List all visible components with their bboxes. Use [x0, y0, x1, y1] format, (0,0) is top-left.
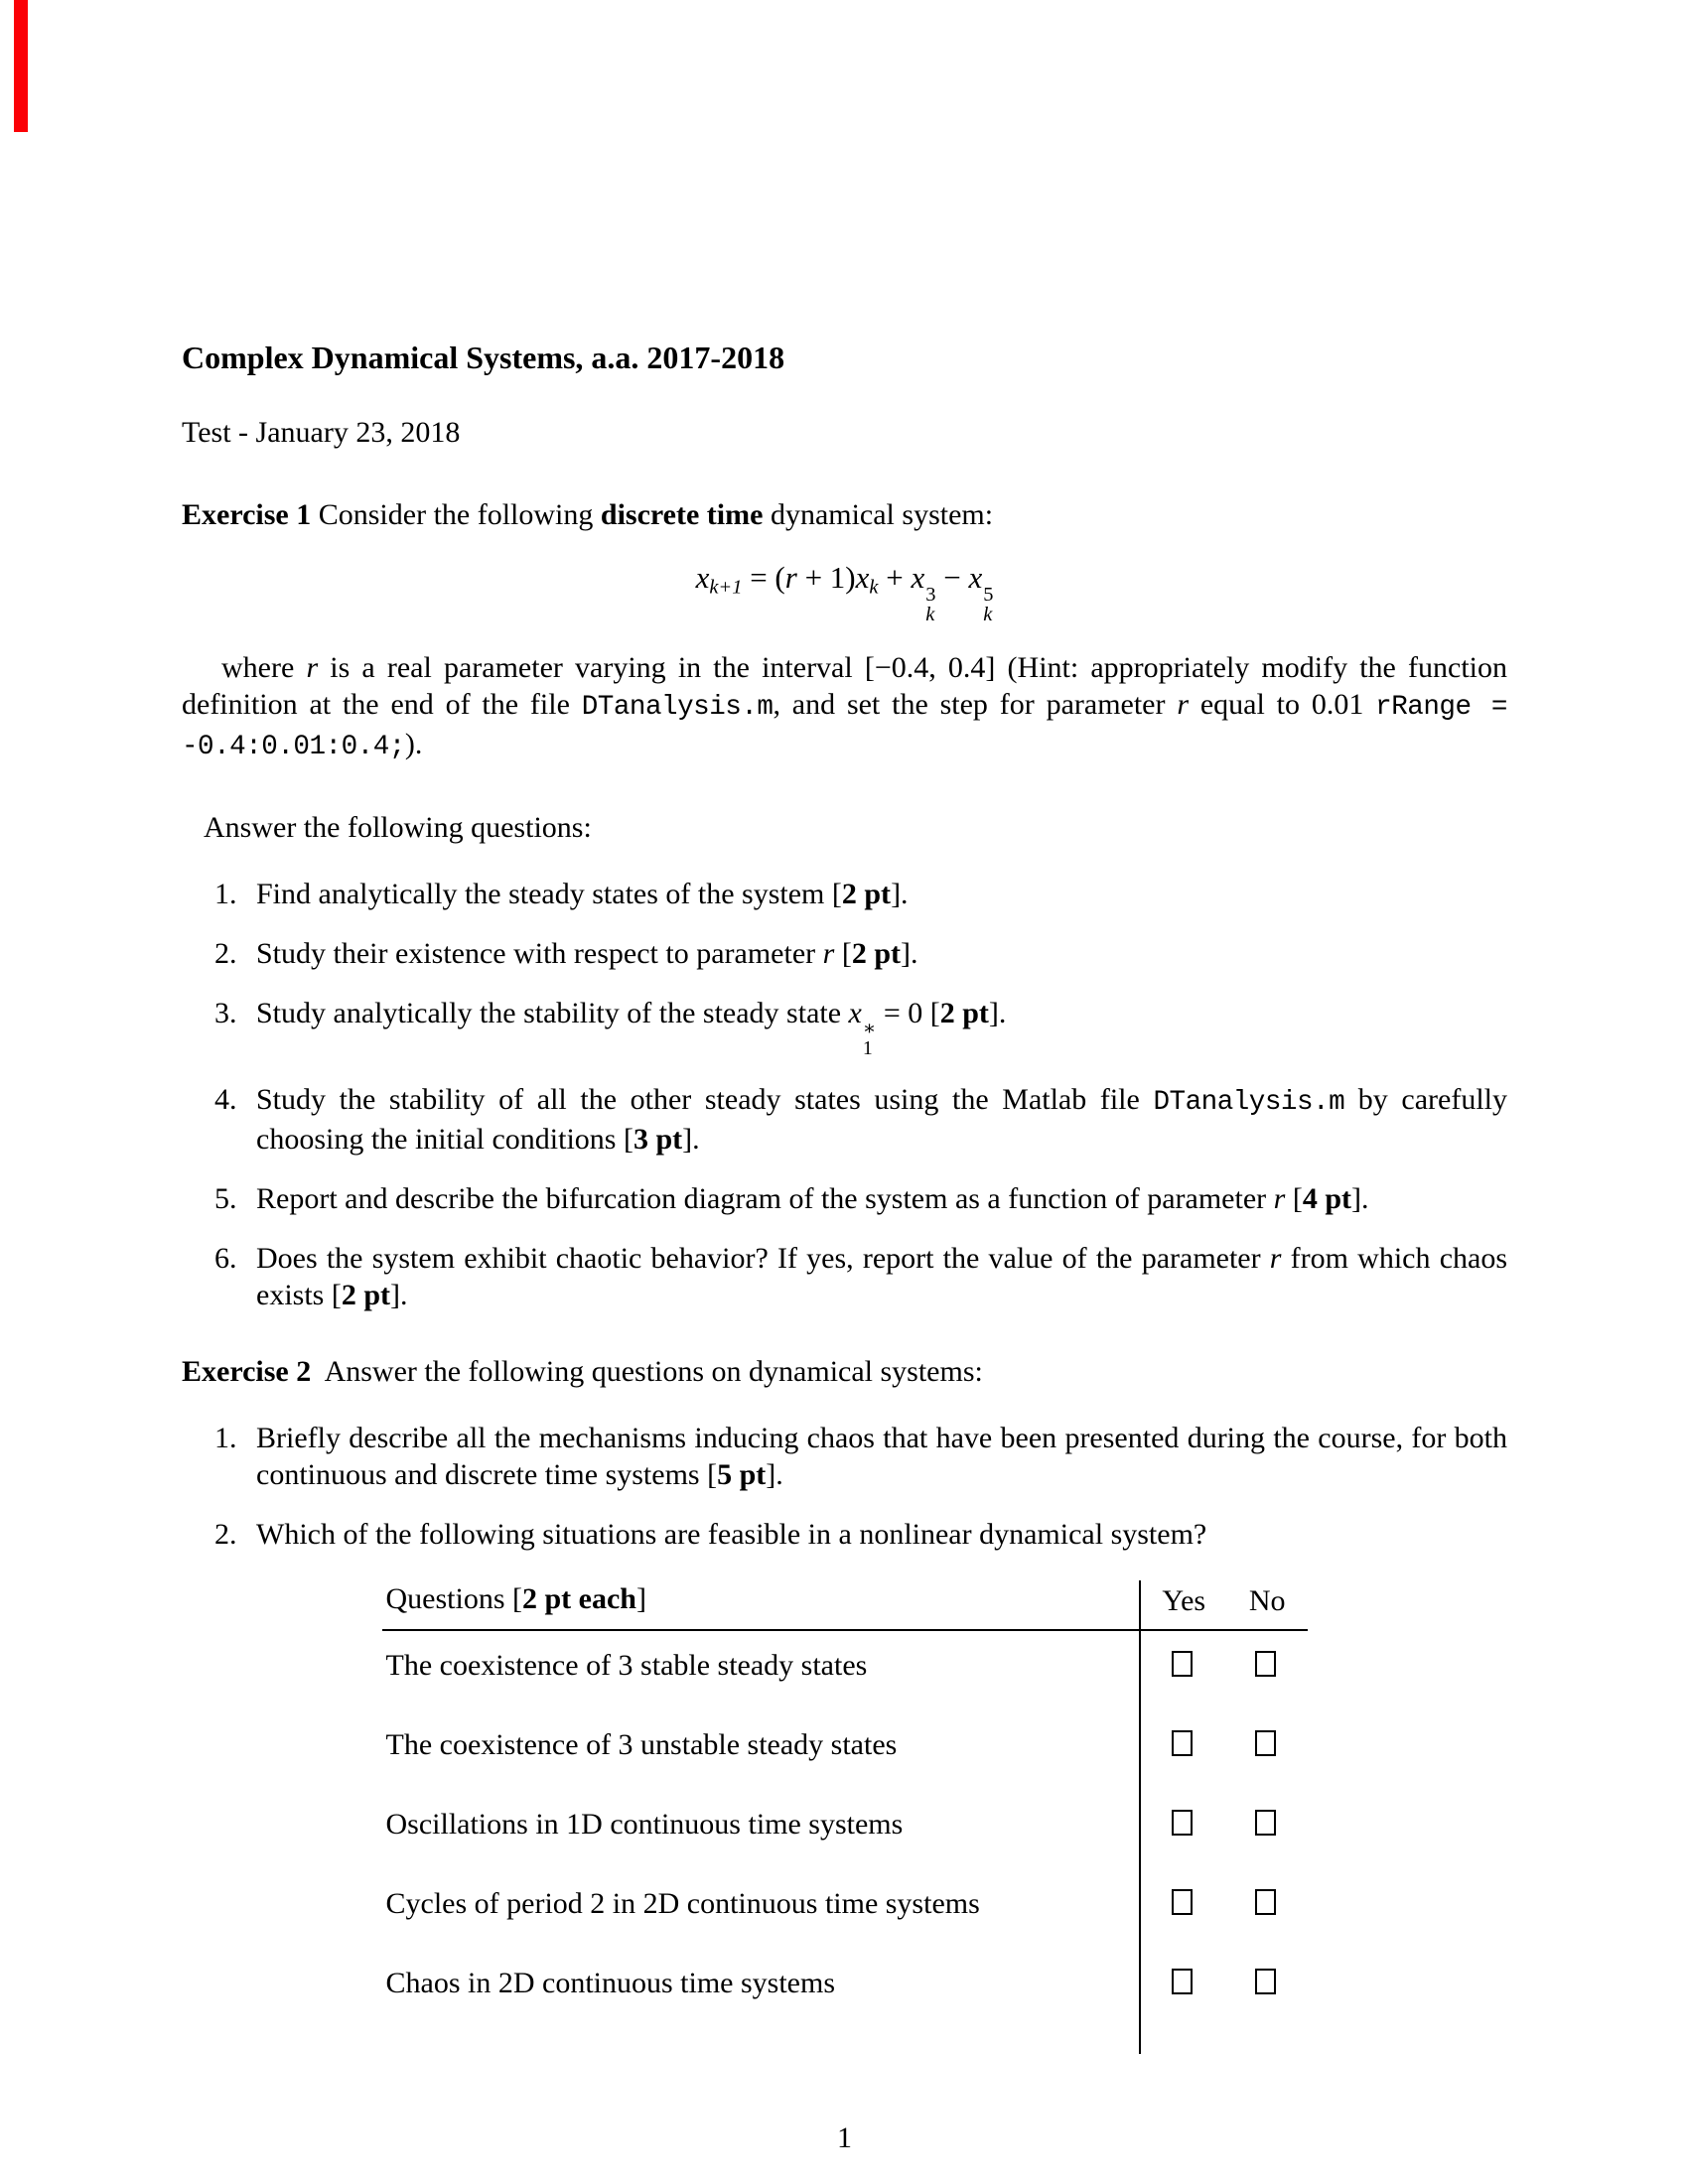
- item-number: 5.: [214, 1182, 237, 1216]
- table-header-questions: Questions [2 pt each]: [385, 1582, 646, 1616]
- item-text: Does the system exhibit chaotic behavior? If yes, report the value of the parameter r from which chaos exists [2 pt].: [256, 1242, 1507, 1312]
- item-number: 6.: [214, 1242, 237, 1276]
- item-number: 4.: [214, 1083, 237, 1117]
- exercise1-question-list: [182, 876, 1507, 1314]
- item-number: 1.: [214, 1422, 237, 1455]
- exercise2-heading: Exercise 2 Answer the following questions on dynamical systems:: [182, 1355, 983, 1389]
- list-item: [182, 876, 1507, 912]
- item-text: Study the stability of all the other steady states using the Matlab file DTanalysis.m by carefully choosing the initial conditions [3 pt].: [256, 1083, 1507, 1157]
- item-number: 2.: [214, 1518, 237, 1552]
- table-header-no: No: [1248, 1584, 1286, 1618]
- item-text: Find analytically the steady states of the system [2 pt].: [256, 877, 909, 910]
- no-checkbox[interactable]: [1255, 1969, 1276, 1994]
- no-checkbox[interactable]: [1255, 1730, 1276, 1756]
- no-checkbox[interactable]: [1255, 1810, 1276, 1836]
- question-text: Chaos in 2D continuous time systems: [385, 1967, 835, 2000]
- question-text: Oscillations in 1D continuous time systems: [385, 1808, 904, 1842]
- table-header-row: [382, 1580, 1308, 1631]
- page-number: 1: [837, 2121, 852, 2155]
- item-text: Study their existence with respect to parameter r [2 pt].: [256, 936, 918, 970]
- table-row: [382, 1949, 1308, 2028]
- item-number: 1.: [214, 877, 237, 910]
- exercise1-heading: Exercise 1 Consider the following discrete time dynamical system:: [182, 498, 994, 531]
- item-number: 3.: [214, 996, 237, 1029]
- exercise1-hint-paragraph: where r is a real parameter varying in the interval [−0.4, 0.4] (Hint: appropriately modify the function definition at the end of the file DTanalysis.m, and set the step for parameter r equal to 0.01 rRange = -0.4:0.01:0.4;).: [182, 650, 1507, 762]
- item-text: Report and describe the bifurcation diagram of the system as a function of parameter r [4 pt].: [256, 1182, 1369, 1216]
- list-item: [182, 1081, 1507, 1158]
- table-rule-trailer: [382, 2028, 1308, 2054]
- table-row: [382, 1710, 1308, 1790]
- list-item: [182, 1240, 1507, 1313]
- table-row: [382, 1869, 1308, 1949]
- feasibility-table: [382, 1580, 1308, 2054]
- red-scan-mark: [14, 0, 28, 132]
- yes-checkbox[interactable]: [1172, 1810, 1193, 1836]
- list-item: [182, 935, 1507, 972]
- table-row: [382, 1790, 1308, 1869]
- no-checkbox[interactable]: [1255, 1889, 1276, 1915]
- yes-checkbox[interactable]: [1172, 1969, 1193, 1994]
- list-item: [182, 1180, 1507, 1217]
- question-text: The coexistence of 3 stable steady states: [385, 1649, 868, 1683]
- date-line: Test - January 23, 2018: [182, 416, 461, 449]
- exercise1-questions-prompt: Answer the following questions:: [204, 810, 592, 844]
- page-title: Complex Dynamical Systems, a.a. 2017-2018: [182, 340, 785, 375]
- exercise2-question-list: [182, 1420, 1507, 1553]
- yes-checkbox[interactable]: [1172, 1651, 1193, 1677]
- item-text: Which of the following situations are feasible in a nonlinear dynamical system?: [256, 1518, 1207, 1552]
- yes-checkbox[interactable]: [1172, 1730, 1193, 1756]
- item-text: Study analytically the stability of the steady state x ∗ 1 = 0 [2 pt].: [256, 996, 1007, 1059]
- question-text: Cycles of period 2 in 2D continuous time systems: [385, 1887, 980, 1921]
- table-header-yes: Yes: [1162, 1584, 1206, 1618]
- list-item: [182, 1516, 1507, 1553]
- list-item: [182, 995, 1507, 1059]
- yes-checkbox[interactable]: [1172, 1889, 1193, 1915]
- item-text: Briefly describe all the mechanisms inducing chaos that have been presented during the course, for both continuous and discrete time systems [5 pt].: [256, 1422, 1507, 1492]
- no-checkbox[interactable]: [1255, 1651, 1276, 1677]
- table-row: [382, 1631, 1308, 1710]
- question-text: The coexistence of 3 unstable steady states: [385, 1728, 898, 1762]
- exercise1-equation: $x_{k+1} = (r + 1)x_k + x$ 3 k − x 5 k: [695, 560, 994, 626]
- list-item: [182, 1420, 1507, 1493]
- item-number: 2.: [214, 936, 237, 970]
